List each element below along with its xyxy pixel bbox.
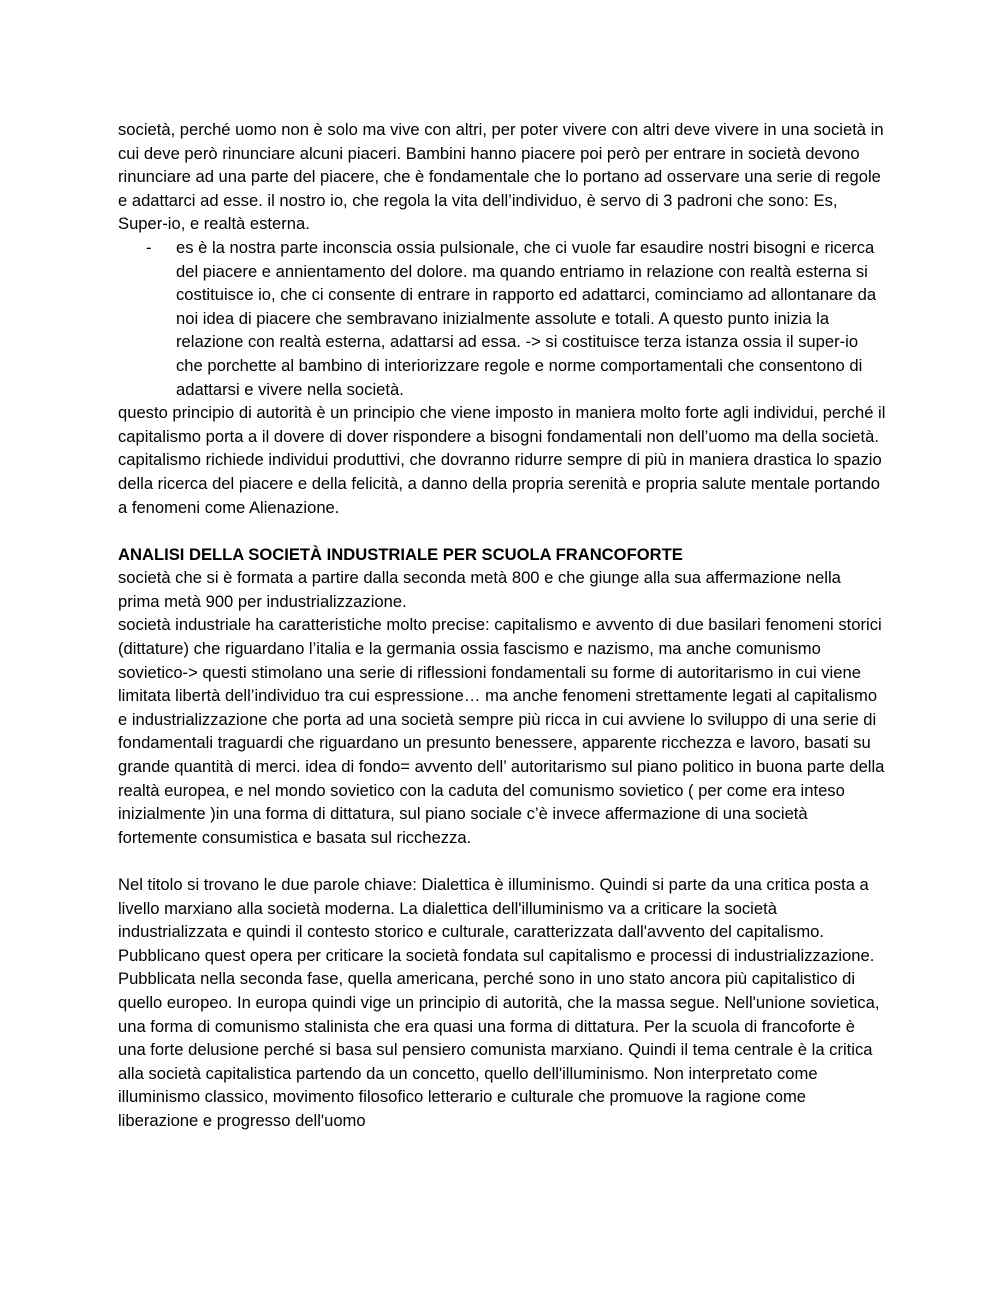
section-heading: ANALISI DELLA SOCIETÀ INDUSTRIALE PER SCUOLA FRANCOFORTE bbox=[118, 544, 683, 564]
paragraph-principle-of-authority: questo principio di autorità è un principio che viene imposto in maniera molto forte agli individui, perché il capitalismo porta a il dovere di dover rispondere a bisogni fondamentali non dell’uomo ma della società. capitalismo richiede individui produttivi, che dovranno ridurre sempre di più in maniera drastica lo spazio della ricerca del piacere e della felicità, a danno della propria serenità e propria salute mentale portando a fenomeni come Alienazione. bbox=[118, 403, 886, 517]
paragraph-society-formation: società che si è formata a partire dalla seconda metà 800 e che giunge alla sua affermazione nella prima metà 900 per industrializzazione. bbox=[118, 568, 841, 611]
paragraph-dialectic-enlightenment: Nel titolo si trovano le due parole chiave: Dialettica è illuminismo. Quindi si parte da una critica posta a livello marxiano alla società moderna. La dialettica dell'illuminismo va a criticare la società industrializzata e quindi il contesto storico e culturale, caratterizzata dall'avvento del capitalismo. Pubblicano quest opera per criticare la società fondata sul capitalismo e processi di industrializzazione. Pubblicata nella seconda fase, quella americana, perché sono in uno stato ancora più capitalistico di quello europeo. In europa quindi vige un principio di autorità, che la massa segue. Nell'unione sovietica, una forma di comunismo stalinista che era quasi una forma di dittatura. Per la scuola di francoforte è una forte delusione perché si basa sul pensiero comunista marxiano. Quindi il tema centrale è la critica alla società capitalistica partendo da un concetto, quello dell'illuminismo. Non interpretato come illuminismo classico, movimento filosofico letterario e culturale che promuove la ragione come liberazione e progresso dell'uomo bbox=[118, 875, 880, 1130]
document-body bbox=[118, 118, 886, 1133]
paragraph-industrial-society: società industriale ha caratteristiche molto precise: capitalismo e avvento di due basilari fenomeni storici (dittature) che riguardano l’italia e la germania ossia fascismo e nazismo, ma anche comunismo sovietico-> questi stimolano una serie di riflessioni fondamentali su forme di autoritarismo in cui viene limitata libertà dell’individuo tra cui espressione… ma anche fenomeni strettamente legati al capitalismo e industrializzazione che porta ad una società sempre più ricca in cui avviene lo sviluppo di una serie di fondamentali traguardi che riguardano un presunto benessere, apparente ricchezza e lavoro, basati su grande quantità di merci. idea di fondo= avvento dell’ autoritarismo sul piano politico in buona parte della realtà europea, e nel mondo sovietico con la caduta del comunismo sovietico ( per come era inteso inizialmente )in una forma di dittatura, sul piano sociale c’è invece affermazione di una società fortemente consumistica e basata sul ricchezza. bbox=[118, 615, 885, 847]
bullet-text-es: es è la nostra parte inconscia ossia pulsionale, che ci vuole far esaudire nostri bisogni e ricerca del piacere e annientamento del dolore. ma quando entriamo in relazione con realtà esterna si costituisce io, che ci consente di entrare in rapporto ed adattarci, cominciamo ad allontanare da noi idea di piacere che sembravano inizialmente assolute e totali. A questo punto inizia la relazione con realtà esterna, adattarsi ad essa. -> si costituisce terza istanza ossia il super-io che porchette al bambino di interiorizzare regole e norme comportamentali che consentono di adattarsi e vivere nella società. bbox=[176, 237, 877, 399]
bullet-dash: - bbox=[146, 237, 152, 257]
paragraph-society-renunciation: società, perché uomo non è solo ma vive con altri, per poter vivere con altri deve vivere in una società in cui deve però rinunciare alcuni piaceri. Bambini hanno piacere poi però per entrare in società devono rinunciare ad una parte del piacere, che è fondamentale che lo portano ad osservare una serie di regole e adattarci ad esse. il nostro io, che regola la vita dell’individuo, è servo di 3 padroni che sono: Es, Super-io, e realtà esterna. bbox=[118, 120, 884, 234]
bullet-item-es bbox=[146, 236, 886, 401]
